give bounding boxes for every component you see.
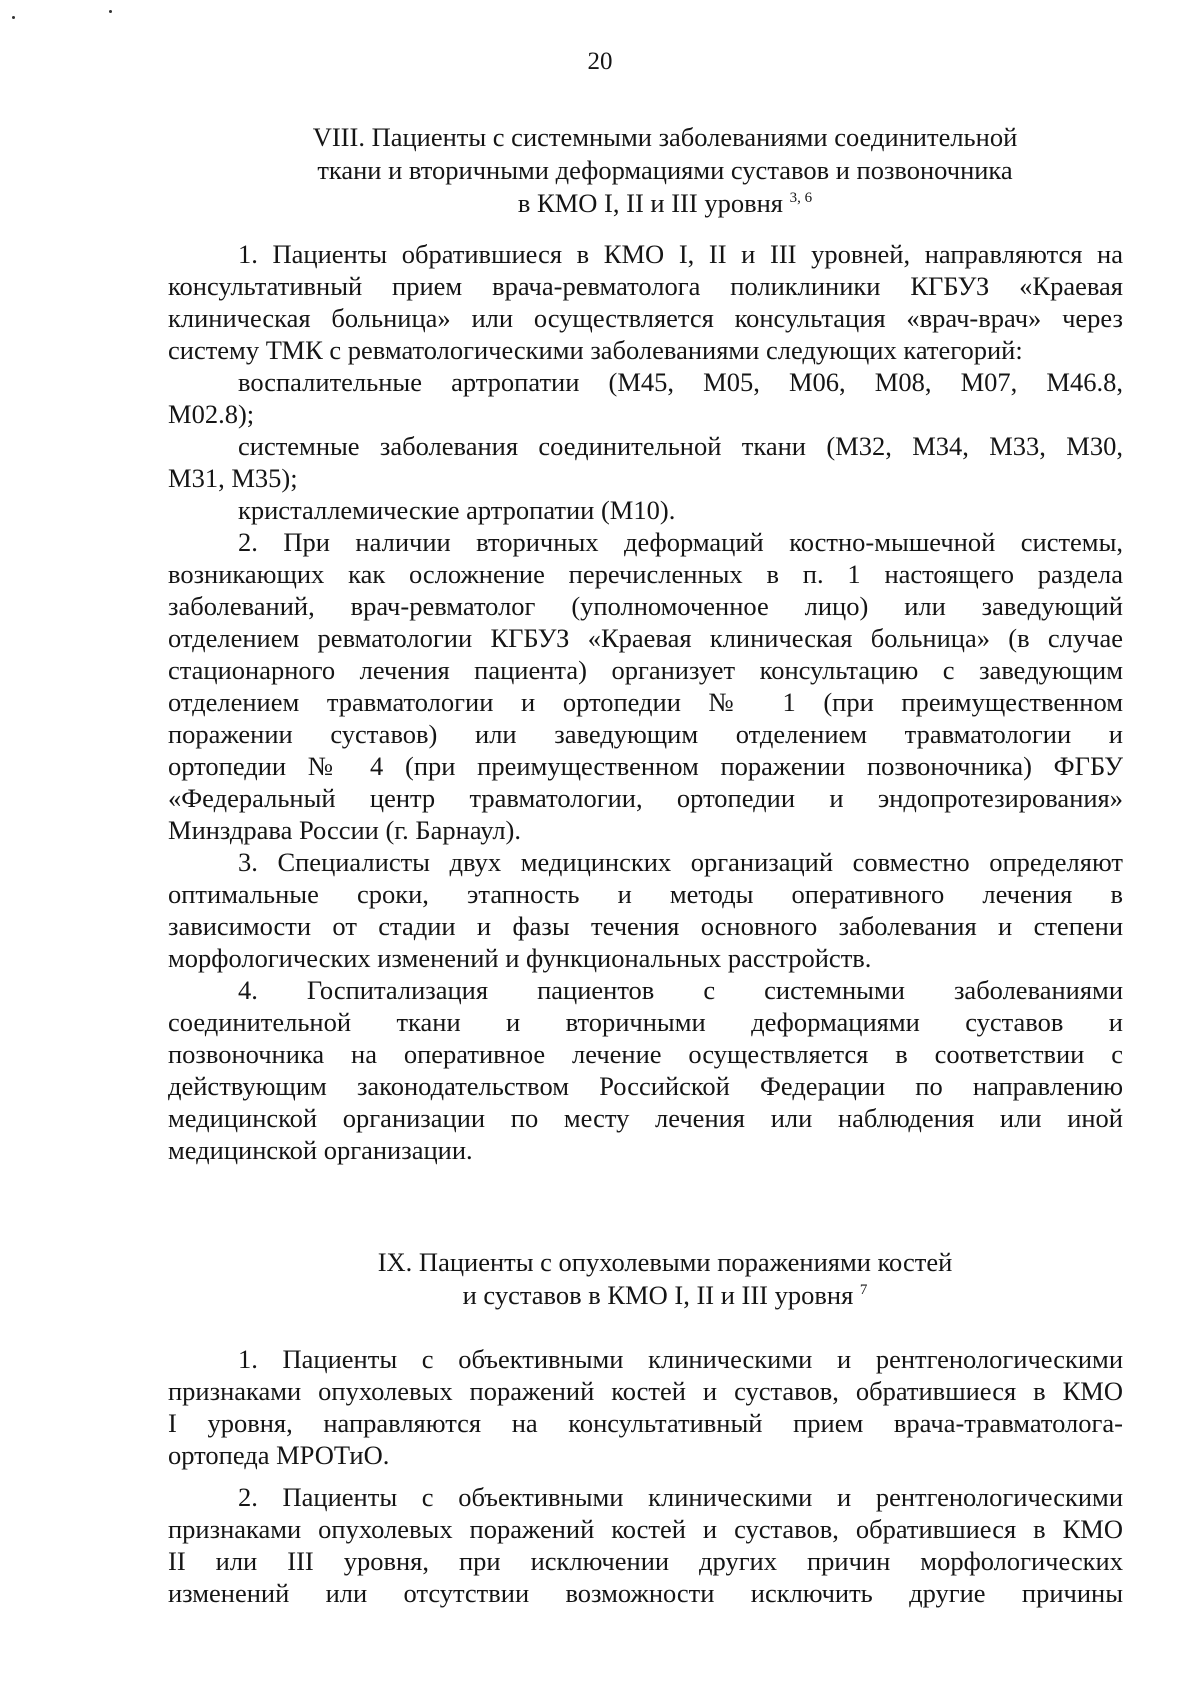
text-line: клиническая больница» или осуществляется консультация «врач-врач» через: [168, 303, 1123, 333]
text-line: позвоночника на оперативное лечение осуществляется в соответствии с: [168, 1039, 1123, 1069]
text-line: медицинской организации по месту лечения или наблюдения или иной: [168, 1103, 1123, 1133]
text-line: изменений или отсутствии возможности исключить другие причины: [168, 1578, 1123, 1608]
text-line: 3. Специалисты двух медицинских организаций совместно определяют: [238, 847, 1123, 877]
text-line: признаками опухолевых поражений костей и суставов, обратившиеся в КМО: [168, 1514, 1123, 1544]
text-line: М31, М35);: [168, 463, 298, 493]
section-8-heading-line-1: VIII. Пациенты с системными заболеваниями соединительной: [312, 122, 1018, 152]
text-line: соединительной ткани и вторичными деформациями суставов и: [168, 1007, 1123, 1037]
section-8-heading-line-3: [200, 187, 1130, 220]
text-line: системные заболевания соединительной ткани (М32, М34, М33, М30,: [238, 431, 1123, 461]
text-line: отделением ревматологии КГБУЗ «Краевая клиническая больница» (в случае: [168, 623, 1123, 653]
text-line: М02.8);: [168, 399, 255, 429]
section-8-footnote-ref: 3, 6: [789, 190, 813, 206]
text-line: Минздрава России (г. Барнаул).: [168, 815, 522, 845]
text-line: морфологических изменений и функциональных расстройств.: [168, 943, 872, 973]
section-9-heading-line-2-text: и суставов в КМО I, II и III уровня: [462, 1280, 854, 1310]
section-8-heading-line-3-text: в КМО I, II и III уровня: [517, 188, 783, 218]
text-line: отделением травматологии и ортопедии № 1 (при преимущественном: [168, 687, 1123, 717]
text-line: 4. Госпитализация пациентов с системными заболеваниями: [238, 975, 1123, 1005]
text-line: систему ТМК с ревматологическими заболеваниями следующих категорий:: [168, 335, 1023, 365]
text-line: зависимости от стадии и фазы течения основного заболевания и степени: [168, 911, 1123, 941]
text-line: возникающих как осложнение перечисленных в п. 1 настоящего раздела: [168, 559, 1123, 589]
text-line: воспалительные артропатии (М45, М05, М06, М08, М07, М46.8,: [238, 367, 1123, 397]
section-8-heading-line-2: ткани и вторичными деформациями суставов и позвоночника: [317, 155, 1013, 185]
section-9-body: [168, 1343, 1123, 1609]
page-number: 20: [587, 48, 613, 75]
scan-speck: [109, 10, 112, 13]
text-line: кристаллемические артропатии (М10).: [238, 495, 676, 525]
section-8-body: [168, 238, 1123, 1166]
text-line: 1. Пациенты с объективными клиническими и рентгенологическими: [238, 1344, 1123, 1374]
text-line: ортопедии № 4 (при преимущественном поражении позвоночника) ФГБУ: [168, 751, 1123, 781]
text-line: «Федеральный центр травматологии, ортопедии и эндопротезирования»: [168, 783, 1123, 813]
text-line: II или III уровня, при исключении других причин морфологических: [168, 1546, 1123, 1576]
section-8-heading: [200, 121, 1130, 220]
text-line: действующим законодательством Российской Федерации по направлению: [168, 1071, 1123, 1101]
text-line: ортопеда МРОТиО.: [168, 1440, 390, 1470]
text-line: заболеваний, врач-ревматолог (уполномоченное лицо) или заведующий: [168, 591, 1123, 621]
section-9-heading-line-2: [200, 1279, 1130, 1312]
text-line: оптимальные сроки, этапность и методы оперативного лечения в: [168, 879, 1123, 909]
text-line: 1. Пациенты обратившиеся в КМО I, II и III уровней, направляются на: [238, 239, 1123, 269]
text-line: поражении суставов) или заведующим отделением травматологии и: [168, 719, 1123, 749]
section-9-heading: [200, 1246, 1130, 1312]
text-line: I уровня, направляются на консультативный прием врача-травматолога-: [168, 1408, 1123, 1438]
text-line: 2. При наличии вторичных деформаций костно-мышечной системы,: [238, 527, 1123, 557]
text-line: стационарного лечения пациента) организует консультацию с заведующим: [168, 655, 1123, 685]
section-9-footnote-ref: 7: [859, 1282, 868, 1298]
text-line: медицинской организации.: [168, 1135, 473, 1165]
scan-speck: [12, 16, 15, 19]
section-9-heading-line-1: IX. Пациенты с опухолевыми поражениями костей: [377, 1247, 953, 1277]
text-line: 2. Пациенты с объективными клиническими и рентгенологическими: [238, 1482, 1123, 1512]
text-line: консультативный прием врача-ревматолога поликлиники КГБУЗ «Краевая: [168, 271, 1123, 301]
text-line: признаками опухолевых поражений костей и суставов, обратившиеся в КМО: [168, 1376, 1123, 1406]
